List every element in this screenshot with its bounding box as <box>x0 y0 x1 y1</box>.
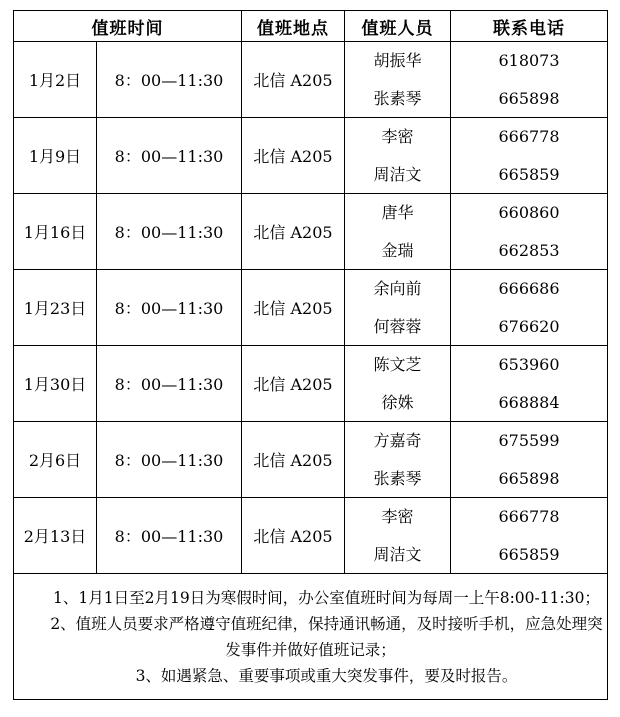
time-cell: 8：00—11:30 <box>97 42 242 118</box>
phone-cell <box>451 118 608 194</box>
time-cell: 8：00—11:30 <box>97 194 242 270</box>
staff-name: 周洁文 <box>373 164 422 184</box>
phone-number: 665898 <box>498 88 560 108</box>
staff-cell <box>345 346 451 422</box>
header-duty-location: 值班地点 <box>242 11 345 42</box>
phone-cell <box>451 346 608 422</box>
staff-cell <box>345 194 451 270</box>
staff-cell <box>345 118 451 194</box>
header-duty-time: 值班时间 <box>14 11 242 42</box>
phone-number: 665898 <box>498 468 560 488</box>
time-cell: 8：00—11:30 <box>97 118 242 194</box>
notes-cell <box>14 574 608 700</box>
phone-number: 666778 <box>498 127 560 147</box>
location-cell: 北信 A205 <box>242 118 345 194</box>
duty-schedule-table <box>13 10 608 700</box>
table-row <box>14 194 608 270</box>
phone-number: 668884 <box>498 392 560 412</box>
header-contact-phone: 联系电话 <box>451 11 608 42</box>
staff-name: 徐姝 <box>381 392 414 412</box>
staff-cell <box>345 270 451 346</box>
table-row <box>14 118 608 194</box>
staff-name: 李密 <box>381 127 414 147</box>
staff-name: 方嘉奇 <box>373 431 422 451</box>
date-cell: 1月30日 <box>14 346 97 422</box>
time-cell: 8：00—11:30 <box>97 498 242 574</box>
staff-name: 唐华 <box>381 203 414 223</box>
phone-number: 666778 <box>498 507 560 527</box>
location-cell: 北信 A205 <box>242 346 345 422</box>
header-duty-staff: 值班人员 <box>345 11 451 42</box>
note-item: 1、1月1日至2月19日为寒假时间，办公室值班时间为每周一上午8:00-11:30； <box>53 588 600 607</box>
staff-name: 周洁文 <box>373 544 422 564</box>
phone-number: 665859 <box>498 544 560 564</box>
phone-number: 618073 <box>498 51 560 71</box>
date-cell: 2月6日 <box>14 422 97 498</box>
table-row <box>14 42 608 118</box>
date-cell: 1月9日 <box>14 118 97 194</box>
staff-cell <box>345 422 451 498</box>
phone-number: 675599 <box>498 431 560 451</box>
phone-cell <box>451 270 608 346</box>
phone-number: 666686 <box>498 279 560 299</box>
table-row <box>14 422 608 498</box>
table-row <box>14 346 608 422</box>
note-item: 2、值班人员要求严格遵守值班纪律，保持通讯畅通，及时接听手机，应急处理突发事件并做好值班记录； <box>50 614 603 659</box>
time-cell: 8：00—11:30 <box>97 346 242 422</box>
time-cell: 8：00—11:30 <box>97 270 242 346</box>
phone-cell <box>451 42 608 118</box>
phone-number: 653960 <box>498 355 560 375</box>
location-cell: 北信 A205 <box>242 422 345 498</box>
phone-number: 662853 <box>498 240 560 260</box>
staff-cell <box>345 498 451 574</box>
phone-cell <box>451 422 608 498</box>
staff-name: 何蓉蓉 <box>373 316 422 336</box>
staff-name: 金瑞 <box>381 240 414 260</box>
staff-name: 张素琴 <box>373 468 422 488</box>
date-cell: 2月13日 <box>14 498 97 574</box>
phone-number: 660860 <box>498 203 560 223</box>
staff-name: 胡振华 <box>373 51 422 71</box>
staff-name: 陈文芝 <box>373 355 422 375</box>
table-row <box>14 270 608 346</box>
staff-name: 张素琴 <box>373 88 422 108</box>
table-row <box>14 498 608 574</box>
location-cell: 北信 A205 <box>242 498 345 574</box>
phone-number: 665859 <box>498 164 560 184</box>
staff-cell <box>345 42 451 118</box>
phone-cell <box>451 194 608 270</box>
date-cell: 1月16日 <box>14 194 97 270</box>
phone-cell <box>451 498 608 574</box>
note-item: 3、如遇紧急、重要事项或重大突发事件，要及时报告。 <box>135 666 518 685</box>
time-cell: 8：00—11:30 <box>97 422 242 498</box>
location-cell: 北信 A205 <box>242 270 345 346</box>
staff-name: 李密 <box>381 507 414 527</box>
date-cell: 1月23日 <box>14 270 97 346</box>
location-cell: 北信 A205 <box>242 194 345 270</box>
notes-row <box>14 574 608 700</box>
date-cell: 1月2日 <box>14 42 97 118</box>
staff-name: 余向前 <box>373 279 422 299</box>
location-cell: 北信 A205 <box>242 42 345 118</box>
header-row <box>14 11 608 42</box>
phone-number: 676620 <box>498 316 560 336</box>
